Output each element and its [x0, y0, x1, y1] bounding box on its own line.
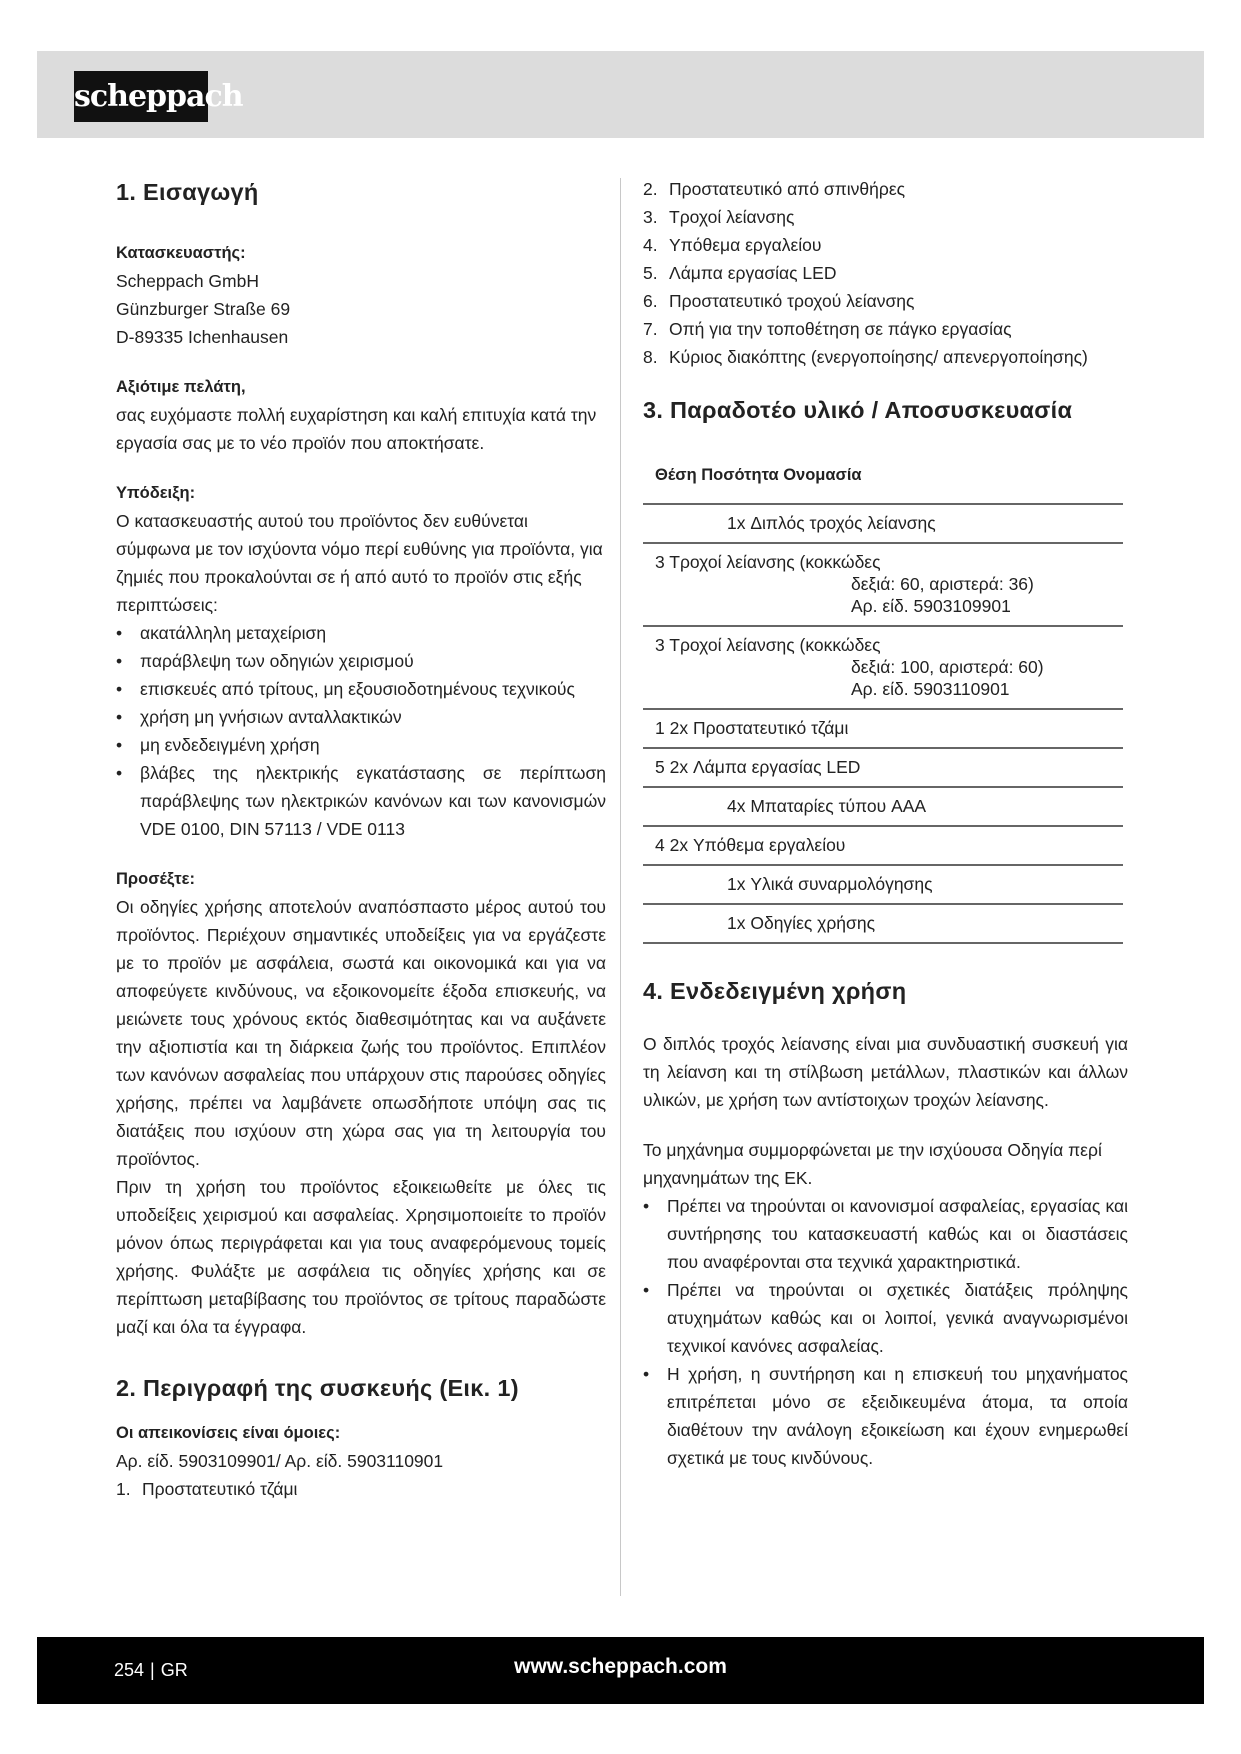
- manufacturer-street: Günzburger Straße 69: [116, 299, 291, 319]
- delivery-table: [643, 449, 1123, 944]
- table-row: 5 2x Λάμπα εργασίας LED: [643, 748, 1123, 787]
- table-row: 4 2x Υπόθεμα εργαλείου: [643, 826, 1123, 865]
- use-bullets: [643, 1192, 1128, 1472]
- conformity-text: Το μηχάνημα συμμορφώνεται με την ισχύουσα Οδηγία περί μηχανημάτων της ΕΚ.: [643, 1140, 1102, 1188]
- list-item: • βλάβες της ηλεκτρικής εγκατάστασης σε περίπτωση παράβλεψης των ηλεκτρικών κανόνων και των κανονισμών VDE 0100, DIN 57113 / VDE 0113: [116, 759, 606, 843]
- right-column: [643, 175, 1128, 1472]
- list-item: 1. Προστατευτικό τζάμι: [116, 1479, 298, 1499]
- left-column: [116, 175, 606, 1503]
- header-band: [37, 51, 1204, 138]
- section-3-title: 3. Παραδοτέο υλικό / Αποσυσκευασία: [643, 397, 1073, 423]
- note-text: Ο κατασκευαστής αυτού του προϊόντος δεν ευθύνεται σύμφωνα με τον ισχύοντα νόμο περί ευθύνης για προϊόντα, για ζημιές που προκαλούνται σε ή από αυτό το προϊόν στις εξής περιπτώσεις:: [116, 511, 603, 615]
- section-1-title: 1. Εισαγωγή: [116, 179, 259, 205]
- attention-text-1: Οι οδηγίες χρήσης αποτελούν αναπόσπαστο μέρος αυτού του προϊόντος. Περιέχουν σημαντικές υποδείξεις για να εργάζεστε με το προϊόν με ασφάλεια, σωστά και οικονομικά και για να αποφεύγετε κινδύνους, να εξοικονομείτε έξοδα επισκευής, να μειώνετε τους χρόνους εκτός διαθεσιμότητας και να αυξάνετε την αξιοπιστία και τη διάρκεια ζωής του προϊόντος. Επιπλέον των κανόνων ασφαλείας που υπάρχουν στις παρούσες οδηγίες χρήσης, πρέπει να λαμβάνετε οπωσδήποτε υπόψη σας τις διατάξεις που ισχύουν στη χώρα σας για τη λειτουργία του προϊόντος.: [116, 897, 606, 1169]
- table-header: Θέση Ποσότητα Ονομασία: [643, 449, 1123, 504]
- table-row: 1x Διπλός τροχός λείανσης: [643, 504, 1123, 543]
- parts-list: [643, 175, 1128, 371]
- table-row: 3 Τροχοί λείανσης (κοκκώδες δεξιά: 60, αριστερά: 36) Αρ. είδ. 5903109901: [643, 543, 1123, 626]
- article-numbers: Αρ. είδ. 5903109901/ Αρ. είδ. 5903110901: [116, 1451, 444, 1471]
- list-item: 5. Λάμπα εργασίας LED: [643, 263, 837, 283]
- brand-logo: scheppach: [74, 71, 208, 122]
- list-item: • μη ενδεδειγμένη χρήση: [116, 731, 606, 759]
- list-item: • επισκευές από τρίτους, μη εξουσιοδοτημένους τεχνικούς: [116, 675, 606, 703]
- table-row: 1 2x Προστατευτικό τζάμι: [643, 709, 1123, 748]
- list-item: • Πρέπει να τηρούνται οι σχετικές διατάξεις πρόληψης ατυχημάτων καθώς και οι λοιποί, γενικά αναγνωρισμένοι τεχνικοί κανόνες ασφαλείας.: [643, 1276, 1128, 1360]
- illustrations-label: Οι απεικονίσεις είναι όμοιες:: [116, 1424, 341, 1442]
- attention-text-2: Πριν τη χρήση του προϊόντος εξοικειωθείτε με όλες τις υποδείξεις χειρισμού και ασφαλείας. Χρησιμοποιείτε το προϊόν μόνον όπως περιγράφεται και για τους αναφερόμενους τομείς χρήσης. Φυλάξτε με ασφάλεια τις οδηγίες χρήσης και σε περίπτωση μεταβίβασης του προϊόντος σε τρίτους παραδώστε μαζί και όλα τα έγγραφα.: [116, 1177, 606, 1337]
- list-item: 8. Κύριος διακόπτης (ενεργοποίησης/ απενεργοποίησης): [643, 347, 1088, 367]
- parts-list-start: [116, 1475, 606, 1503]
- page-number: 254 | GR: [114, 1660, 188, 1680]
- manufacturer-name: Scheppach GmbH: [116, 271, 259, 291]
- dear-customer-text: σας ευχόμαστε πολλή ευχαρίστηση και καλή επιτυχία κατά την εργασία σας με το νέο προϊόν που αποκτήσατε.: [116, 405, 597, 453]
- manufacturer-label: Κατασκευαστής:: [116, 244, 246, 262]
- section-4-title: 4. Ενδεδειγμένη χρήση: [643, 978, 907, 1004]
- attention-label: Προσέξτε:: [116, 870, 195, 888]
- intended-use-text: Ο διπλός τροχός λείανσης είναι μια συνδυαστική συσκευή για τη λείανση και τη στίλβωση μετάλλων, πλαστικών και άλλων υλικών, με χρήση των αντίστοιχων τροχών λείανσης.: [643, 1034, 1128, 1110]
- list-item: • χρήση μη γνήσιων ανταλλακτικών: [116, 703, 606, 731]
- list-item: • Η χρήση, η συντήρηση και η επισκευή του μηχανήματος επιτρέπεται μόνο σε εξειδικευμένα άτομα, τα οποία διαθέτουν την ανάλογη εξοικείωση και έχουν ενημερωθεί σχετικά με τους κινδύνους.: [643, 1360, 1128, 1472]
- table-row: 4x Μπαταρίες τύπου AAA: [643, 787, 1123, 826]
- list-item: • ακατάλληλη μεταχείριση: [116, 619, 606, 647]
- note-label: Υπόδειξη:: [116, 484, 196, 502]
- list-item: • παράβλεψη των οδηγιών χειρισμού: [116, 647, 606, 675]
- list-item: 7. Οπή για την τοποθέτηση σε πάγκο εργασίας: [643, 319, 1012, 339]
- dear-customer-label: Αξιότιμε πελάτη,: [116, 378, 246, 396]
- list-item: 3. Τροχοί λείανσης: [643, 207, 795, 227]
- list-item: • Πρέπει να τηρούνται οι κανονισμοί ασφαλείας, εργασίας και συντήρησης του κατασκευαστή καθώς και οι διαστάσεις που αναφέρονται στα τεχνικά χαρακτηριστικά.: [643, 1192, 1128, 1276]
- column-divider: [620, 178, 621, 1596]
- list-item: 2. Προστατευτικό από σπινθήρες: [643, 179, 906, 199]
- website-link[interactable]: www.scheppach.com: [514, 1655, 727, 1678]
- manufacturer-city: D-89335 Ichenhausen: [116, 327, 289, 347]
- table-row: 1x Οδηγίες χρήσης: [643, 904, 1123, 943]
- note-bullets: [116, 619, 606, 843]
- list-item: 4. Υπόθεμα εργαλείου: [643, 235, 822, 255]
- table-row: 3 Τροχοί λείανσης (κοκκώδες δεξιά: 100, αριστερά: 60) Αρ. είδ. 5903110901: [643, 626, 1123, 709]
- list-item: 6. Προστατευτικό τροχού λείανσης: [643, 291, 915, 311]
- section-2-title: 2. Περιγραφή της συσκευής (Εικ. 1): [116, 1375, 519, 1401]
- table-row: 1x Υλικά συναρμολόγησης: [643, 865, 1123, 904]
